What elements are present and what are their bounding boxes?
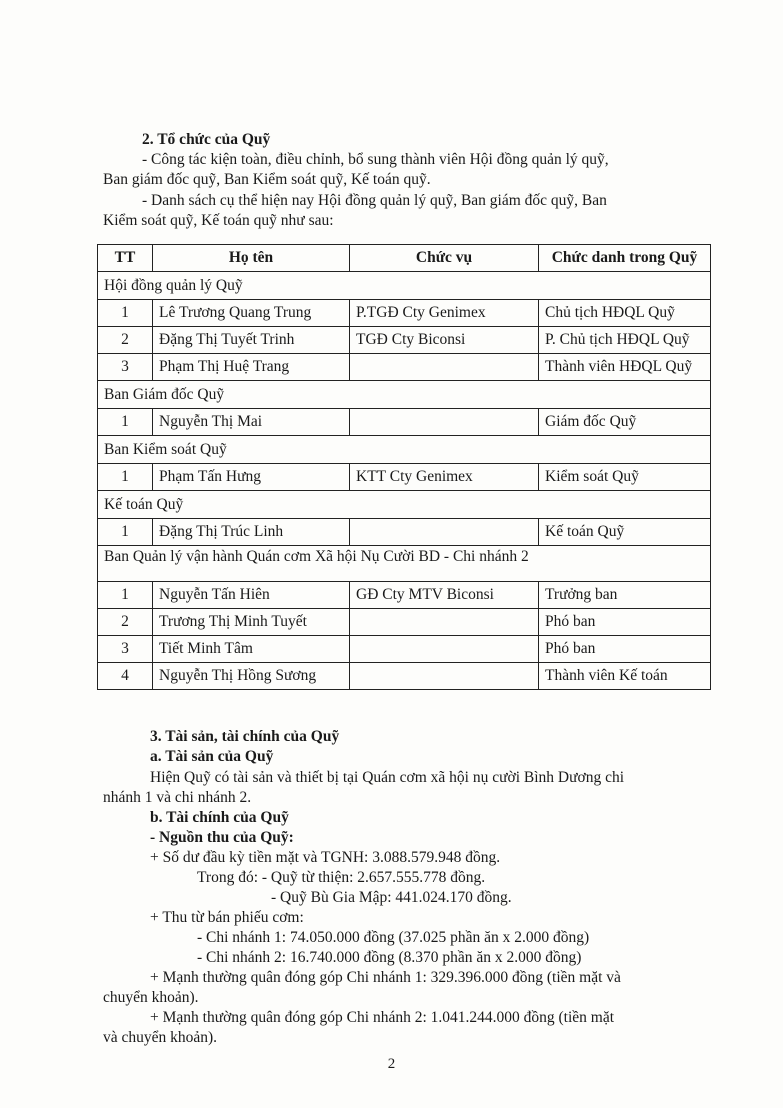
- bu-gia-map-fund: - Quỹ Bù Gia Mập: 441.024.170 đồng.: [271, 889, 512, 906]
- cell-tt: 1: [98, 582, 153, 609]
- cell-fund-title: Thành viên HĐQL Quỹ: [539, 354, 711, 381]
- cell-fund-title: Thành viên Kế toán: [539, 663, 711, 690]
- cell-tt: 4: [98, 663, 153, 690]
- section-3b-heading: b. Tài chính của Quỹ: [150, 809, 289, 826]
- cell-name: Đặng Thị Trúc Linh: [153, 519, 350, 546]
- section-2-line-2: Ban giám đốc quỹ, Ban Kiểm soát quỹ, Kế toán quỹ.: [103, 171, 431, 188]
- table-row: [98, 300, 711, 327]
- cell-tt: 2: [98, 327, 153, 354]
- cell-name: Trương Thị Minh Tuyết: [153, 609, 350, 636]
- group-row: [98, 381, 711, 409]
- section-3a-heading: a. Tài sản của Quỹ: [150, 748, 274, 765]
- group-title: Ban Kiểm soát Quỹ: [98, 436, 711, 464]
- cell-position: [350, 663, 539, 690]
- cell-fund-title: Giám đốc Quỹ: [539, 409, 711, 436]
- cell-position: GĐ Cty MTV Biconsi: [350, 582, 539, 609]
- table-row: [98, 636, 711, 663]
- cell-fund-title: Phó ban: [539, 609, 711, 636]
- cell-position: TGĐ Cty Biconsi: [350, 327, 539, 354]
- table-row: [98, 582, 711, 609]
- cell-position: [350, 354, 539, 381]
- cell-fund-title: Kế toán Quỹ: [539, 519, 711, 546]
- cell-name: Đặng Thị Tuyết Trinh: [153, 327, 350, 354]
- table-row: [98, 327, 711, 354]
- cell-tt: 3: [98, 354, 153, 381]
- table-row: [98, 409, 711, 436]
- table-row: [98, 609, 711, 636]
- table-header-row: [98, 245, 711, 272]
- cell-fund-title: Chủ tịch HĐQL Quỹ: [539, 300, 711, 327]
- cell-name: Nguyễn Thị Hồng Sương: [153, 663, 350, 690]
- table-row: [98, 354, 711, 381]
- cell-position: [350, 636, 539, 663]
- group-title: Hội đồng quản lý Quỹ: [98, 272, 711, 300]
- group-title: Ban Giám đốc Quỹ: [98, 381, 711, 409]
- cell-position: [350, 409, 539, 436]
- cell-tt: 1: [98, 519, 153, 546]
- cell-tt: 3: [98, 636, 153, 663]
- cell-fund-title: Phó ban: [539, 636, 711, 663]
- cell-name: Lê Trương Quang Trung: [153, 300, 350, 327]
- group-title: Ban Quản lý vận hành Quán cơm Xã hội Nụ Cười BD - Chi nhánh 2: [98, 546, 711, 582]
- cell-fund-title: Kiểm soát Quỹ: [539, 464, 711, 491]
- donor-branch-1-line-2: chuyển khoản).: [103, 989, 199, 1006]
- cell-fund-title: Trưởng ban: [539, 582, 711, 609]
- meal-ticket-income: + Thu từ bán phiếu cơm:: [150, 909, 304, 926]
- opening-balance: + Số dư đầu kỳ tiền mặt và TGNH: 3.088.579.948 đồng.: [150, 849, 501, 866]
- cell-position: [350, 519, 539, 546]
- section-2-line-4: Kiểm soát quỹ, Kế toán quỹ như sau:: [103, 212, 334, 229]
- cell-tt: 1: [98, 464, 153, 491]
- section-2-heading: 2. Tổ chức của Quỹ: [142, 131, 271, 148]
- page-number: 2: [387, 1056, 396, 1072]
- section-3a-line-1: Hiện Quỹ có tài sản và thiết bị tại Quán cơm xã hội nụ cười Bình Dương chi: [150, 769, 625, 786]
- donor-branch-2-line-1: + Mạnh thường quân đóng góp Chi nhánh 2: 1.041.244.000 đồng (tiền mặt: [150, 1009, 615, 1026]
- organization-table: [97, 244, 711, 690]
- cell-name: Phạm Thị Huệ Trang: [153, 354, 350, 381]
- cell-tt: 1: [98, 300, 153, 327]
- cell-tt: 1: [98, 409, 153, 436]
- cell-name: Nguyễn Tấn Hiên: [153, 582, 350, 609]
- group-row: [98, 491, 711, 519]
- table-row: [98, 663, 711, 690]
- table-row: [98, 519, 711, 546]
- donor-branch-1-line-1: + Mạnh thường quân đóng góp Chi nhánh 1: 329.396.000 đồng (tiền mặt và: [150, 969, 621, 986]
- header-position: Chức vụ: [350, 245, 539, 272]
- header-tt: TT: [98, 245, 153, 272]
- table-row: [98, 464, 711, 491]
- cell-position: [350, 609, 539, 636]
- cell-position: KTT Cty Genimex: [350, 464, 539, 491]
- branch-2-income: - Chi nhánh 2: 16.740.000 đồng (8.370 phần ăn x 2.000 đồng): [197, 949, 582, 966]
- section-3-heading: 3. Tài sản, tài chính của Quỹ: [150, 728, 340, 745]
- cell-tt: 2: [98, 609, 153, 636]
- group-title: Kế toán Quỹ: [98, 491, 711, 519]
- group-row: [98, 546, 711, 582]
- header-fund-title: Chức danh trong Quỹ: [539, 245, 711, 272]
- group-row: [98, 436, 711, 464]
- section-3a-line-2: nhánh 1 và chi nhánh 2.: [103, 789, 252, 806]
- cell-position: P.TGĐ Cty Genimex: [350, 300, 539, 327]
- cell-fund-title: P. Chủ tịch HĐQL Quỹ: [539, 327, 711, 354]
- section-2-line-1: - Công tác kiện toàn, điều chỉnh, bổ sung thành viên Hội đồng quản lý quỹ,: [142, 151, 609, 168]
- cell-name: Nguyễn Thị Mai: [153, 409, 350, 436]
- section-2-line-3: - Danh sách cụ thể hiện nay Hội đồng quản lý quỹ, Ban giám đốc quỹ, Ban: [142, 192, 607, 209]
- header-name: Họ tên: [153, 245, 350, 272]
- income-source-heading: - Nguồn thu của Quỹ:: [150, 829, 294, 846]
- group-row: [98, 272, 711, 300]
- donor-branch-2-line-2: và chuyển khoản).: [103, 1029, 218, 1046]
- branch-1-income: - Chi nhánh 1: 74.050.000 đồng (37.025 phần ăn x 2.000 đồng): [197, 929, 590, 946]
- charity-fund: Trong đó: - Quỹ từ thiện: 2.657.555.778 đồng.: [197, 869, 486, 886]
- cell-name: Phạm Tấn Hưng: [153, 464, 350, 491]
- cell-name: Tiết Minh Tâm: [153, 636, 350, 663]
